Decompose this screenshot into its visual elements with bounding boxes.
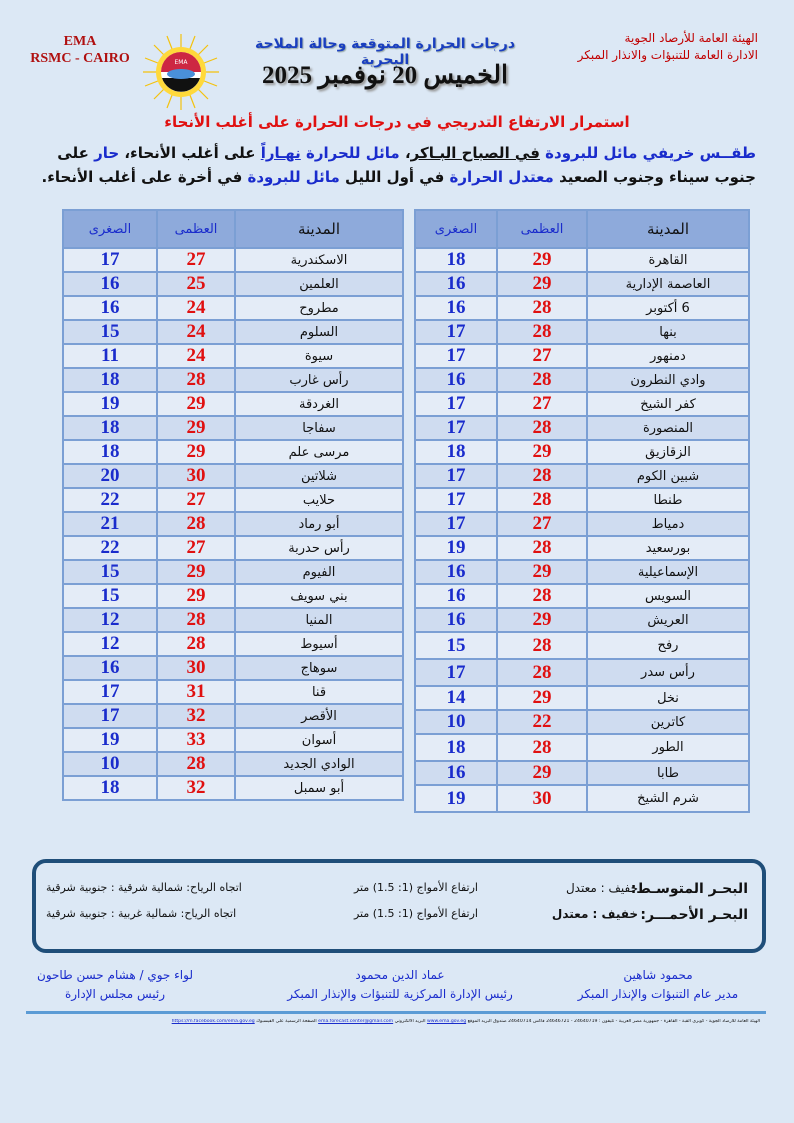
city-cell: 6 أكتوبر	[587, 296, 749, 320]
city-cell: طابا	[587, 761, 749, 785]
max-temp-cell: 27	[157, 536, 235, 560]
sea-conditions-box	[32, 859, 766, 953]
max-temp-cell: 28	[157, 512, 235, 536]
max-temp-cell: 28	[497, 632, 587, 659]
table-row	[63, 464, 403, 488]
desc-part: نهـاراً	[260, 144, 301, 162]
signature-chairman	[30, 966, 200, 1004]
min-temp-cell: 19	[63, 728, 157, 752]
min-temp-cell: 16	[415, 296, 497, 320]
table-row	[63, 368, 403, 392]
max-temp-cell: 24	[157, 320, 235, 344]
min-temp-cell: 17	[415, 320, 497, 344]
desc-part: مائل للبرودة	[247, 168, 340, 186]
min-temp-cell: 18	[63, 440, 157, 464]
table-row	[415, 272, 749, 296]
min-temp-cell: 15	[415, 632, 497, 659]
city-cell: الفيوم	[235, 560, 403, 584]
max-temp-cell: 29	[157, 584, 235, 608]
website-link[interactable]: www.ema.gov.eg	[426, 1019, 467, 1024]
city-cell: الطور	[587, 734, 749, 761]
min-temp-cell: 17	[63, 680, 157, 704]
max-temp-cell: 27	[157, 248, 235, 272]
table-row	[415, 440, 749, 464]
min-temp-cell: 16	[63, 656, 157, 680]
max-temp-cell: 30	[157, 464, 235, 488]
min-temp-cell: 20	[63, 464, 157, 488]
max-temp-cell: 29	[497, 761, 587, 785]
table-row	[63, 752, 403, 776]
max-temp-cell: 29	[497, 686, 587, 710]
min-temp-cell: 19	[415, 785, 497, 812]
city-cell: أسيوط	[235, 632, 403, 656]
table-row	[63, 728, 403, 752]
max-temp-cell: 28	[497, 320, 587, 344]
max-temp-cell: 30	[157, 656, 235, 680]
ema-label	[20, 33, 140, 67]
sea-name: البحـر الأحمـــر:	[640, 907, 748, 923]
table-row	[63, 608, 403, 632]
city-cell: سفاجا	[235, 416, 403, 440]
table-row	[415, 608, 749, 632]
sea-row-red-sea	[46, 907, 748, 927]
email-label: البريد الالكتروني	[394, 1019, 426, 1024]
min-temp-cell: 19	[415, 536, 497, 560]
table-row	[415, 536, 749, 560]
city-cell: الاسكندرية	[235, 248, 403, 272]
header-city: المدينة	[235, 210, 403, 248]
city-cell: المنيا	[235, 608, 403, 632]
page-title: درجات الحرارة المتوقعة وحالة الملاحة البحرية	[254, 36, 516, 68]
max-temp-cell: 28	[497, 536, 587, 560]
min-temp-cell: 16	[415, 272, 497, 296]
min-temp-cell: 12	[63, 632, 157, 656]
table-row	[415, 512, 749, 536]
footer-divider	[26, 1011, 766, 1014]
max-temp-cell: 30	[497, 785, 587, 812]
max-temp-cell: 29	[157, 416, 235, 440]
city-cell: مطروح	[235, 296, 403, 320]
min-temp-cell: 17	[415, 464, 497, 488]
max-temp-cell: 29	[497, 440, 587, 464]
table-row	[415, 584, 749, 608]
city-cell: نخل	[587, 686, 749, 710]
city-cell: دمياط	[587, 512, 749, 536]
city-cell: شلاتين	[235, 464, 403, 488]
max-temp-cell: 33	[157, 728, 235, 752]
city-cell: رأس غارب	[235, 368, 403, 392]
min-temp-cell: 16	[63, 296, 157, 320]
min-temp-cell: 16	[415, 584, 497, 608]
table-row	[415, 392, 749, 416]
ema-line2: RSMC - CAIRO	[30, 51, 130, 66]
max-temp-cell: 28	[497, 416, 587, 440]
table-row	[415, 761, 749, 785]
website-label: الموقع	[467, 1019, 480, 1024]
signature-name: محمود شاهين	[623, 968, 693, 982]
city-cell: السويس	[587, 584, 749, 608]
max-temp-cell: 28	[497, 488, 587, 512]
city-cell: السلوم	[235, 320, 403, 344]
wind-direction: اتجاه الرياح: شمالية شرقية : جنوبية شرقية	[46, 881, 242, 894]
sea-state: خفيف : معتدل	[565, 881, 638, 895]
desc-part: على جنوب سيناء وجنوب الصعيد	[57, 144, 756, 186]
max-temp-cell: 27	[157, 488, 235, 512]
max-temp-cell: 24	[157, 296, 235, 320]
max-temp-cell: 29	[497, 560, 587, 584]
contact-line	[40, 1019, 760, 1024]
max-temp-cell: 29	[157, 440, 235, 464]
table-row	[63, 776, 403, 800]
max-temp-cell: 29	[157, 392, 235, 416]
logo-text: EMA	[174, 59, 188, 66]
city-cell: الأقصر	[235, 704, 403, 728]
table-row	[63, 704, 403, 728]
min-temp-cell: 18	[415, 248, 497, 272]
max-temp-cell: 29	[497, 608, 587, 632]
city-cell: أبو سمبل	[235, 776, 403, 800]
table-row	[415, 368, 749, 392]
min-temp-cell: 14	[415, 686, 497, 710]
min-temp-cell: 16	[415, 560, 497, 584]
sea-name: البحـر المتوسـط:	[630, 881, 748, 897]
left-temperature-table	[62, 209, 404, 801]
signature-name: لواء جوي / هشام حسن طاحون	[37, 968, 193, 982]
min-temp-cell: 17	[415, 659, 497, 686]
city-cell: رفح	[587, 632, 749, 659]
city-cell: وادي النطرون	[587, 368, 749, 392]
signature-title: رئيس مجلس الإدارة	[64, 987, 166, 1001]
min-temp-cell: 18	[63, 416, 157, 440]
city-cell: طنطا	[587, 488, 749, 512]
sea-row-mediterranean	[46, 881, 748, 901]
min-temp-cell: 17	[415, 416, 497, 440]
agency-name	[498, 30, 758, 64]
max-temp-cell: 32	[157, 704, 235, 728]
table-row	[63, 416, 403, 440]
table-row	[63, 344, 403, 368]
city-cell: بني سويف	[235, 584, 403, 608]
max-temp-cell: 28	[497, 734, 587, 761]
city-cell: القاهرة	[587, 248, 749, 272]
max-temp-cell: 28	[157, 608, 235, 632]
signature-name: عماد الدين محمود	[355, 968, 445, 982]
desc-part: ،	[399, 144, 411, 162]
max-temp-cell: 22	[497, 710, 587, 734]
min-temp-cell: 17	[415, 512, 497, 536]
min-temp-cell: 10	[63, 752, 157, 776]
city-cell: كفر الشيخ	[587, 392, 749, 416]
max-temp-cell: 32	[157, 776, 235, 800]
facebook-link[interactable]: https://m.facebook.com/ema.gov.eg	[171, 1019, 255, 1024]
table-row	[415, 344, 749, 368]
header-max: العظمى	[497, 210, 587, 248]
max-temp-cell: 28	[497, 584, 587, 608]
city-cell: شبين الكوم	[587, 464, 749, 488]
wave-height: ارتفاع الأمواج (1: 1.5) متر	[353, 907, 478, 920]
city-cell: الإسماعيلية	[587, 560, 749, 584]
max-temp-cell: 25	[157, 272, 235, 296]
city-cell: حلايب	[235, 488, 403, 512]
signature-forecast-director	[548, 966, 768, 1004]
max-temp-cell: 29	[497, 248, 587, 272]
city-cell: سوهاج	[235, 656, 403, 680]
table-row	[63, 392, 403, 416]
max-temp-cell: 28	[157, 632, 235, 656]
table-row	[415, 785, 749, 812]
min-temp-cell: 15	[63, 320, 157, 344]
min-temp-cell: 17	[415, 344, 497, 368]
min-temp-cell: 18	[415, 734, 497, 761]
desc-part: مائل للحرارة	[306, 144, 400, 162]
city-cell: الغردقة	[235, 392, 403, 416]
min-temp-cell: 16	[415, 761, 497, 785]
table-row	[63, 488, 403, 512]
table-row	[415, 248, 749, 272]
table-row	[415, 320, 749, 344]
city-cell: رأس سدر	[587, 659, 749, 686]
min-temp-cell: 22	[63, 536, 157, 560]
max-temp-cell: 28	[157, 752, 235, 776]
right-temperature-table	[414, 209, 750, 813]
desc-part: في أول الليل	[339, 168, 450, 186]
agency-line2: الادارة العامة للتنبؤات والانذار المبكر	[577, 48, 758, 62]
header-min: الصغرى	[415, 210, 497, 248]
min-temp-cell: 17	[63, 704, 157, 728]
table-row	[63, 512, 403, 536]
wave-height: ارتفاع الأمواج (1: 1.5) متر	[353, 881, 478, 894]
desc-part: في الصباح البـاكر	[410, 144, 540, 162]
header-min: الصغرى	[63, 210, 157, 248]
table-row	[415, 659, 749, 686]
desc-part: على أغلب الأنحاء،	[119, 144, 261, 162]
header-city: المدينة	[587, 210, 749, 248]
table-row	[63, 320, 403, 344]
table-row	[415, 416, 749, 440]
max-temp-cell: 29	[497, 272, 587, 296]
table-row	[63, 560, 403, 584]
min-temp-cell: 15	[63, 560, 157, 584]
signature-central-admin	[255, 966, 545, 1004]
max-temp-cell: 28	[497, 296, 587, 320]
table-row	[63, 248, 403, 272]
city-cell: العلمين	[235, 272, 403, 296]
min-temp-cell: 18	[415, 440, 497, 464]
city-cell: العاصمة الإدارية	[587, 272, 749, 296]
desc-part: معتدل الحرارة	[449, 168, 554, 186]
header-max: العظمى	[157, 210, 235, 248]
min-temp-cell: 17	[63, 248, 157, 272]
desc-part: في أخرة على أغلب الأنحاء.	[41, 168, 248, 186]
min-temp-cell: 18	[63, 776, 157, 800]
sea-state: خفيف : معتدل	[551, 907, 638, 921]
table-row	[415, 488, 749, 512]
max-temp-cell: 28	[497, 659, 587, 686]
table-row	[63, 656, 403, 680]
table-row	[415, 710, 749, 734]
max-temp-cell: 28	[157, 368, 235, 392]
max-temp-cell: 24	[157, 344, 235, 368]
city-cell: دمنهور	[587, 344, 749, 368]
min-temp-cell: 16	[63, 272, 157, 296]
max-temp-cell: 29	[157, 560, 235, 584]
min-temp-cell: 12	[63, 608, 157, 632]
desc-part: طقــس خريفي مائل للبرودة	[545, 144, 756, 162]
agency-line1: الهيئة العامة للأرصاد الجوية	[624, 31, 758, 45]
ema-logo	[143, 34, 219, 110]
min-temp-cell: 10	[415, 710, 497, 734]
table-row	[63, 272, 403, 296]
max-temp-cell: 31	[157, 680, 235, 704]
min-temp-cell: 18	[63, 368, 157, 392]
city-cell: الوادي الجديد	[235, 752, 403, 776]
max-temp-cell: 27	[497, 392, 587, 416]
city-cell: المنصورة	[587, 416, 749, 440]
table-row	[415, 734, 749, 761]
table-row	[63, 536, 403, 560]
city-cell: الزقازيق	[587, 440, 749, 464]
min-temp-cell: 19	[63, 392, 157, 416]
min-temp-cell: 21	[63, 512, 157, 536]
city-cell: مرسى علم	[235, 440, 403, 464]
city-cell: سيوة	[235, 344, 403, 368]
signature-title: رئيس الإدارة المركزية للتنبؤات والإنذار المبكر	[287, 987, 513, 1001]
city-cell: بنها	[587, 320, 749, 344]
city-cell: بورسعيد	[587, 536, 749, 560]
table-row	[63, 440, 403, 464]
table-row	[415, 632, 749, 659]
min-temp-cell: 11	[63, 344, 157, 368]
min-temp-cell: 17	[415, 488, 497, 512]
city-cell: أسوان	[235, 728, 403, 752]
max-temp-cell: 27	[497, 512, 587, 536]
min-temp-cell: 16	[415, 368, 497, 392]
table-row	[415, 296, 749, 320]
signature-title: مدير عام التنبؤات والإنذار المبكر	[577, 987, 739, 1001]
min-temp-cell: 16	[415, 608, 497, 632]
email-link[interactable]: ema.forecast.center@gmail.com	[318, 1019, 394, 1024]
table-row	[415, 686, 749, 710]
table-row	[415, 464, 749, 488]
wind-direction: اتجاه الرياح: شمالية غربية : جنوبية شرقية	[46, 907, 237, 920]
table-row	[63, 584, 403, 608]
min-temp-cell: 17	[415, 392, 497, 416]
city-cell: رأس حدربة	[235, 536, 403, 560]
ema-line1: EMA	[63, 34, 97, 49]
headline: استمرار الارتفاع التدريجي في درجات الحرارة على أغلب الأنحاء	[164, 113, 630, 131]
city-cell: العريش	[587, 608, 749, 632]
max-temp-cell: 27	[497, 344, 587, 368]
address: الهيئة العامة للأرصاد الجوية - كوبري القبة - القاهرة - جمهورية مصر العربية - تليفون : 24640719 - 24646721 فاكس 24640714 صندوق البريد	[481, 1019, 760, 1024]
table-row	[63, 296, 403, 320]
desc-part: حار	[94, 144, 120, 162]
max-temp-cell: 28	[497, 368, 587, 392]
min-temp-cell: 15	[63, 584, 157, 608]
table-row	[63, 680, 403, 704]
min-temp-cell: 22	[63, 488, 157, 512]
city-cell: شرم الشيخ	[587, 785, 749, 812]
weather-description	[40, 141, 756, 189]
city-cell: كاترين	[587, 710, 749, 734]
forecast-date: الخميس 20 نوفمبر 2025	[262, 62, 508, 89]
max-temp-cell: 28	[497, 464, 587, 488]
facebook-label: الصفحة الرسمية على الفيسبوك	[256, 1019, 317, 1024]
table-row	[415, 560, 749, 584]
city-cell: أبو رماد	[235, 512, 403, 536]
table-row	[63, 632, 403, 656]
city-cell: قنا	[235, 680, 403, 704]
